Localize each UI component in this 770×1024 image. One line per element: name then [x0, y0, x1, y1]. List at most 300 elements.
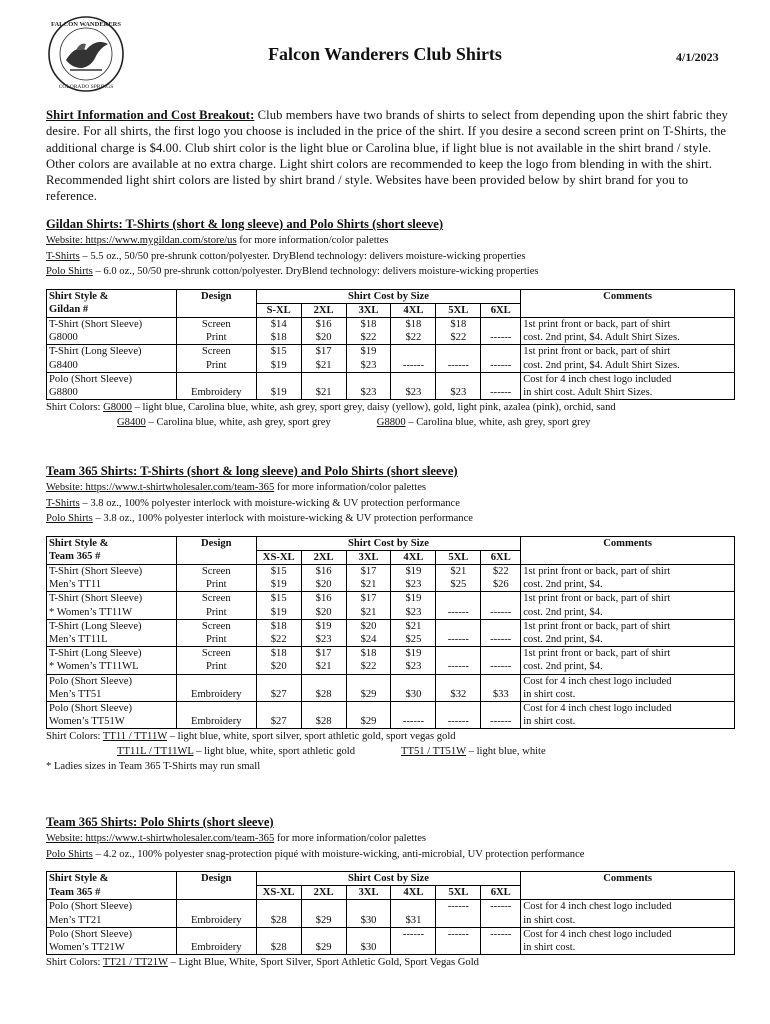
price-cell: $18: [256, 619, 301, 633]
price-cell: $15: [256, 592, 301, 606]
design-cell: Screen: [176, 619, 256, 633]
price-cell: $22: [346, 331, 391, 345]
price-cell: ------: [481, 927, 521, 941]
colors-label: Shirt Colors:: [46, 957, 103, 969]
shirt-style-cell: Men’s TT11L: [47, 633, 177, 647]
price-cell: $20: [256, 660, 301, 674]
price-cell: $19: [256, 359, 301, 373]
price-cell: $26: [481, 578, 521, 592]
price-cell: $25: [391, 633, 436, 647]
price-cell: $22: [346, 660, 391, 674]
svg-text:FALCON WANDERERS: FALCON WANDERERS: [50, 21, 122, 28]
team365-polo-cost-table: [46, 871, 735, 955]
table-row: [47, 345, 735, 359]
team365-polo-website-text: for more information/color palettes: [274, 833, 427, 844]
price-cell: [346, 674, 391, 688]
price-cell: ------: [481, 900, 521, 914]
header-comments: Comments: [521, 289, 735, 303]
price-cell: [436, 372, 481, 386]
price-cell: ------: [436, 359, 481, 373]
price-cell: $21: [301, 386, 346, 400]
table-row: [47, 359, 735, 373]
gildan-section: [46, 216, 746, 430]
price-cell: [391, 674, 436, 688]
price-cell: [256, 674, 301, 688]
price-cell: ------: [391, 927, 436, 941]
price-cell: $21: [391, 619, 436, 633]
shirt-style-cell: T-Shirt (Long Sleeve): [47, 647, 177, 661]
price-cell: $18: [256, 331, 301, 345]
price-cell: $23: [391, 606, 436, 620]
color-code: G8800: [376, 417, 406, 429]
price-cell: [301, 927, 346, 941]
size-label: 2XL: [301, 550, 346, 564]
price-cell: $19: [346, 345, 391, 359]
price-cell: $23: [436, 386, 481, 400]
header-shirt-cost: Shirt Cost by Size: [256, 536, 521, 550]
price-cell: $17: [301, 345, 346, 359]
size-label: 3XL: [346, 550, 391, 564]
design-cell: Print: [176, 359, 256, 373]
price-cell: $15: [256, 345, 301, 359]
shirt-style-cell: Men’s TT11: [47, 578, 177, 592]
price-cell: $29: [301, 941, 346, 955]
price-cell: ------: [436, 927, 481, 941]
design-cell: Embroidery: [176, 688, 256, 702]
price-cell: $14: [256, 317, 301, 331]
price-cell: [481, 592, 521, 606]
table-row: [47, 900, 735, 914]
price-cell: $27: [256, 715, 301, 729]
intro-body: Club members have two brands of shirts to select from depending upon the shirt fabric they desire. For all shirts, the first logo you choose is included in the price of the shirt. If you desire a second screen print on T-Shirts, the additional charge is $4.00. Club shirt color is the light blue or Carolina blue, if light blue is not available in the shirt brand / style. Other colors are available at no extra charge. Light shirt colors are recommended to keep the logo from blending in with the shirt. Recommended light shirt colors are listed by shirt brand / style. Websites have been provided below by shirt brand for you to reference.: [46, 108, 728, 204]
size-label: 5XL: [436, 550, 481, 564]
gildan-tshirts-desc: – 5.5 oz., 50/50 pre-shrunk cotton/polyester. DryBlend technology: delivers moisture-wicking properties: [79, 250, 526, 262]
team365-section: [46, 463, 746, 774]
price-cell: $17: [301, 647, 346, 661]
shirt-style-cell: T-Shirt (Short Sleeve): [47, 592, 177, 606]
header-blank: [521, 303, 735, 317]
team365-polo-section-title: Team 365 Shirts: Polo Shirts (short sleeve): [46, 815, 274, 829]
design-cell: Embroidery: [176, 941, 256, 955]
size-label: 4XL: [391, 886, 436, 900]
document-date: 4/1/2023: [676, 50, 719, 64]
comments-cell: in shirt cost.: [521, 715, 735, 729]
color-code: TT21 / TT21W: [102, 957, 168, 969]
shirt-style-cell: T-Shirt (Short Sleeve): [47, 564, 177, 578]
comments-cell: 1st print front or back, part of shirt: [521, 619, 735, 633]
price-cell: [436, 647, 481, 661]
color-list: – light blue, white, sport athletic gold: [193, 746, 356, 758]
price-cell: $22: [391, 331, 436, 345]
price-cell: $30: [346, 941, 391, 955]
price-cell: [436, 701, 481, 715]
size-label: 2XL: [301, 303, 346, 317]
price-cell: ------: [436, 715, 481, 729]
shirt-style-cell: Men’s TT51: [47, 688, 177, 702]
gildan-polo-label: Polo Shirts: [46, 266, 93, 277]
price-cell: $28: [301, 715, 346, 729]
team365-section-title: Team 365 Shirts: T-Shirts (short & long sleeve) and Polo Shirts (short sleeve): [46, 464, 458, 478]
table-header-row: [47, 550, 735, 564]
design-cell: Screen: [176, 592, 256, 606]
header-shirt-cost: Shirt Cost by Size: [256, 872, 521, 886]
price-cell: ------: [481, 359, 521, 373]
price-cell: $15: [256, 564, 301, 578]
price-cell: [481, 647, 521, 661]
price-cell: $21: [436, 564, 481, 578]
price-cell: [256, 372, 301, 386]
size-label: XS-XL: [256, 886, 301, 900]
design-cell: [176, 900, 256, 914]
table-row: [47, 715, 735, 729]
table-header-row: [47, 289, 735, 303]
team365-polo-shirt-colors: [46, 955, 746, 970]
price-cell: ------: [436, 633, 481, 647]
price-cell: [481, 701, 521, 715]
team365-polo-shirts-label: Polo Shirts: [46, 848, 93, 860]
team365-cost-table: [46, 536, 735, 730]
price-cell: $19: [256, 606, 301, 620]
color-list: – Carolina blue, white, ash grey, sport grey: [145, 417, 331, 429]
table-row: [47, 564, 735, 578]
table-header-row: [47, 872, 735, 886]
shirt-style-cell: T-Shirt (Long Sleeve): [47, 345, 177, 359]
header-shirt-style: Shirt Style &: [47, 536, 177, 550]
color-list: – light blue, white: [465, 746, 546, 758]
table-row: [47, 578, 735, 592]
price-cell: ------: [391, 359, 436, 373]
price-cell: [436, 619, 481, 633]
header-style-number: Team 365 #: [47, 886, 177, 900]
team365-polo-shirts-desc: – 4.2 oz., 100% polyester snag-protection piqué with moisture-wicking, anti-microbial, UV protection performance: [92, 848, 585, 860]
price-cell: [481, 941, 521, 955]
price-cell: [346, 701, 391, 715]
table-row: [47, 647, 735, 661]
price-cell: $16: [301, 564, 346, 578]
price-cell: $20: [346, 619, 391, 633]
price-cell: $19: [391, 564, 436, 578]
table-row: [47, 619, 735, 633]
team365-tshirts-label: T-Shirts: [46, 497, 80, 509]
comments-cell: Cost for 4 inch chest logo included: [521, 674, 735, 688]
shirt-style-cell: G8800: [47, 386, 177, 400]
price-cell: [391, 345, 436, 359]
size-label: 5XL: [436, 886, 481, 900]
price-cell: [301, 900, 346, 914]
comments-cell: in shirt cost. Adult Shirt Sizes.: [521, 386, 735, 400]
design-cell: Print: [176, 606, 256, 620]
table-row: [47, 701, 735, 715]
size-label: 6XL: [481, 303, 521, 317]
price-cell: $28: [301, 688, 346, 702]
size-label: 2XL: [301, 886, 346, 900]
header-design: Design: [176, 289, 256, 303]
comments-cell: cost. 2nd print, $4.: [521, 633, 735, 647]
header-blank: [176, 303, 256, 317]
header-comments: Comments: [521, 872, 735, 886]
price-cell: $22: [256, 633, 301, 647]
comments-cell: in shirt cost.: [521, 688, 735, 702]
ladies-size-note: * Ladies sizes in Team 365 T-Shirts may run small: [46, 761, 261, 773]
price-cell: $33: [481, 688, 521, 702]
table-header-row: [47, 886, 735, 900]
price-cell: $25: [436, 578, 481, 592]
price-cell: $19: [391, 647, 436, 661]
price-cell: ------: [481, 606, 521, 620]
shirt-style-cell: G8400: [47, 359, 177, 373]
header-style-number: Gildan #: [47, 303, 177, 317]
price-cell: [391, 900, 436, 914]
header-blank: [521, 550, 735, 564]
shirt-style-cell: Men’s TT21: [47, 914, 177, 928]
design-cell: [176, 674, 256, 688]
header-blank: [176, 550, 256, 564]
color-code: TT11 / TT11W: [102, 731, 168, 743]
price-cell: [481, 317, 521, 331]
colors-label: Shirt Colors:: [46, 731, 103, 743]
shirt-style-cell: * Women’s TT11WL: [47, 660, 177, 674]
price-cell: $21: [346, 578, 391, 592]
shirt-style-cell: * Women’s TT11W: [47, 606, 177, 620]
team365-website-text: for more information/color palettes: [274, 482, 427, 493]
table-row: [47, 372, 735, 386]
design-cell: Print: [176, 578, 256, 592]
shirt-style-cell: Polo (Short Sleeve): [47, 372, 177, 386]
intro-paragraph: [46, 107, 736, 205]
price-cell: $19: [301, 619, 346, 633]
table-row: [47, 386, 735, 400]
color-code: G8000: [103, 402, 132, 414]
color-list: – Light Blue, White, Sport Silver, Sport Athletic Gold, Sport Vegas Gold: [167, 957, 479, 969]
price-cell: [391, 941, 436, 955]
price-cell: $19: [391, 592, 436, 606]
design-cell: [176, 927, 256, 941]
shirt-style-cell: Polo (Short Sleeve): [47, 674, 177, 688]
design-cell: [176, 701, 256, 715]
price-cell: $18: [346, 647, 391, 661]
comments-cell: in shirt cost.: [521, 914, 735, 928]
comments-cell: Cost for 4 inch chest logo included: [521, 701, 735, 715]
table-row: [47, 660, 735, 674]
shirt-style-cell: Women’s TT51W: [47, 715, 177, 729]
comments-cell: cost. 2nd print, $4.: [521, 578, 735, 592]
price-cell: $24: [346, 633, 391, 647]
shirt-style-cell: G8000: [47, 331, 177, 345]
design-cell: Embroidery: [176, 386, 256, 400]
price-cell: $30: [391, 688, 436, 702]
design-cell: Print: [176, 331, 256, 345]
shirt-style-cell: T-Shirt (Short Sleeve): [47, 317, 177, 331]
price-cell: [301, 372, 346, 386]
price-cell: $23: [391, 660, 436, 674]
color-code: G8400: [117, 417, 146, 429]
size-label: 3XL: [346, 886, 391, 900]
price-cell: $17: [346, 592, 391, 606]
team365-tshirts-desc: – 3.8 oz., 100% polyester interlock with moisture-wicking & UV protection performance: [79, 497, 460, 509]
price-cell: $20: [301, 331, 346, 345]
size-label: 6XL: [481, 886, 521, 900]
header-design: Design: [176, 536, 256, 550]
price-cell: ------: [481, 386, 521, 400]
price-cell: $23: [301, 633, 346, 647]
team365-website-link[interactable]: Website: https://www.t-shirtwholesaler.com/team-365: [46, 482, 275, 493]
price-cell: [256, 701, 301, 715]
comments-cell: cost. 2nd print, $4. Adult Shirt Sizes.: [521, 359, 735, 373]
design-cell: Screen: [176, 647, 256, 661]
color-code: TT51 / TT51W: [401, 746, 466, 758]
price-cell: ------: [436, 900, 481, 914]
table-row: [47, 674, 735, 688]
gildan-shirt-colors: [46, 400, 746, 430]
price-cell: $20: [301, 578, 346, 592]
table-header-row: [47, 303, 735, 317]
team365-polo-desc: – 3.8 oz., 100% polyester interlock with moisture-wicking & UV protection performance: [92, 513, 474, 524]
price-cell: $18: [436, 317, 481, 331]
design-cell: Embroidery: [176, 914, 256, 928]
design-cell: Screen: [176, 564, 256, 578]
price-cell: [481, 619, 521, 633]
price-cell: ------: [481, 633, 521, 647]
team365-polo-section: [46, 814, 746, 970]
design-cell: [176, 372, 256, 386]
design-cell: Print: [176, 660, 256, 674]
color-code: TT11L / TT11WL: [117, 746, 194, 758]
price-cell: [346, 927, 391, 941]
price-cell: $27: [256, 688, 301, 702]
size-label: S-XL: [256, 303, 301, 317]
comments-cell: 1st print front or back, part of shirt: [521, 345, 735, 359]
price-cell: $18: [346, 317, 391, 331]
price-cell: $23: [391, 578, 436, 592]
comments-cell: 1st print front or back, part of shirt: [521, 564, 735, 578]
price-cell: $29: [301, 914, 346, 928]
price-cell: $21: [301, 660, 346, 674]
price-cell: [256, 927, 301, 941]
price-cell: $19: [256, 578, 301, 592]
color-list: – Carolina blue, white, ash grey, sport grey: [405, 417, 591, 429]
size-label: 5XL: [436, 303, 481, 317]
header-shirt-cost: Shirt Cost by Size: [256, 289, 520, 303]
comments-cell: cost. 2nd print, $4.: [521, 606, 735, 620]
size-label: XS-XL: [256, 550, 301, 564]
gildan-website-text: for more information/color palettes: [236, 235, 389, 246]
table-row: [47, 317, 735, 331]
price-cell: $30: [346, 914, 391, 928]
header-blank: [521, 886, 735, 900]
price-cell: $32: [436, 688, 481, 702]
comments-cell: 1st print front or back, part of shirt: [521, 317, 735, 331]
comments-cell: cost. 2nd print, $4.: [521, 660, 735, 674]
shirt-style-cell: Polo (Short Sleeve): [47, 900, 177, 914]
gildan-website-link[interactable]: Website: https://www.mygildan.com/store/us: [46, 235, 237, 246]
svg-text:COLORADO SPRINGS: COLORADO SPRINGS: [58, 84, 114, 90]
price-cell: $23: [346, 359, 391, 373]
shirt-style-cell: Women’s TT21W: [47, 941, 177, 955]
header-shirt-style: Shirt Style &: [47, 872, 177, 886]
shirt-style-cell: Polo (Short Sleeve): [47, 927, 177, 941]
size-label: 4XL: [391, 550, 436, 564]
size-label: 4XL: [391, 303, 436, 317]
price-cell: [301, 701, 346, 715]
price-cell: ------: [481, 660, 521, 674]
price-cell: [301, 674, 346, 688]
table-row: [47, 592, 735, 606]
price-cell: [436, 674, 481, 688]
price-cell: $22: [436, 331, 481, 345]
comments-cell: cost. 2nd print, $4. Adult Shirt Sizes.: [521, 331, 735, 345]
size-label: 6XL: [481, 550, 521, 564]
design-cell: Print: [176, 633, 256, 647]
price-cell: [436, 345, 481, 359]
team365-polo-website-link[interactable]: Website: https://www.t-shirtwholesaler.com/team-365: [46, 833, 275, 844]
price-cell: ------: [481, 331, 521, 345]
price-cell: [346, 372, 391, 386]
design-cell: Screen: [176, 317, 256, 331]
price-cell: $31: [391, 914, 436, 928]
color-list: – light blue, Carolina blue, white, ash grey, sport grey, daisy (yellow), gold, light pink, azalea (pink), orchid, sand: [131, 402, 616, 414]
price-cell: $19: [256, 386, 301, 400]
price-cell: $29: [346, 715, 391, 729]
price-cell: [481, 914, 521, 928]
comments-cell: 1st print front or back, part of shirt: [521, 592, 735, 606]
gildan-cost-table: [46, 289, 735, 401]
header-shirt-style: Shirt Style &: [47, 289, 177, 303]
price-cell: ------: [481, 715, 521, 729]
header-design: Design: [176, 872, 256, 886]
comments-cell: in shirt cost.: [521, 941, 735, 955]
table-row: [47, 688, 735, 702]
price-cell: $23: [346, 386, 391, 400]
price-cell: $16: [301, 317, 346, 331]
shirt-style-cell: T-Shirt (Long Sleeve): [47, 619, 177, 633]
team365-shirt-colors: [46, 729, 746, 774]
price-cell: $28: [256, 941, 301, 955]
price-cell: [436, 914, 481, 928]
price-cell: $16: [301, 592, 346, 606]
header-style-number: Team 365 #: [47, 550, 177, 564]
price-cell: $28: [256, 914, 301, 928]
table-row: [47, 941, 735, 955]
gildan-section-title: Gildan Shirts: T-Shirts (short & long sleeve) and Polo Shirts (short sleeve): [46, 217, 444, 231]
price-cell: [436, 592, 481, 606]
price-cell: [481, 674, 521, 688]
price-cell: $23: [391, 386, 436, 400]
price-cell: [391, 701, 436, 715]
gildan-polo-desc: – 6.0 oz., 50/50 pre-shrunk cotton/polyester. DryBlend technology: delivers moisture-wicking properties: [92, 266, 539, 277]
price-cell: ------: [436, 660, 481, 674]
table-row: [47, 331, 735, 345]
table-row: [47, 606, 735, 620]
shirt-style-cell: Polo (Short Sleeve): [47, 701, 177, 715]
price-cell: ------: [391, 715, 436, 729]
price-cell: [346, 900, 391, 914]
price-cell: $20: [301, 606, 346, 620]
price-cell: [436, 941, 481, 955]
header-blank: [176, 886, 256, 900]
colors-label: Shirt Colors:: [46, 402, 104, 414]
comments-cell: Cost for 4 inch chest logo included: [521, 927, 735, 941]
page-title: Falcon Wanderers Club Shirts: [268, 44, 502, 64]
color-list: – light blue, white, sport silver, sport athletic gold, sport vegas gold: [167, 731, 456, 743]
table-row: [47, 914, 735, 928]
comments-cell: Cost for 4 inch chest logo included: [521, 900, 735, 914]
price-cell: [256, 900, 301, 914]
table-row: [47, 927, 735, 941]
price-cell: [481, 345, 521, 359]
price-cell: $22: [481, 564, 521, 578]
price-cell: $21: [346, 606, 391, 620]
gildan-tshirts-label: T-Shirts: [46, 250, 80, 262]
